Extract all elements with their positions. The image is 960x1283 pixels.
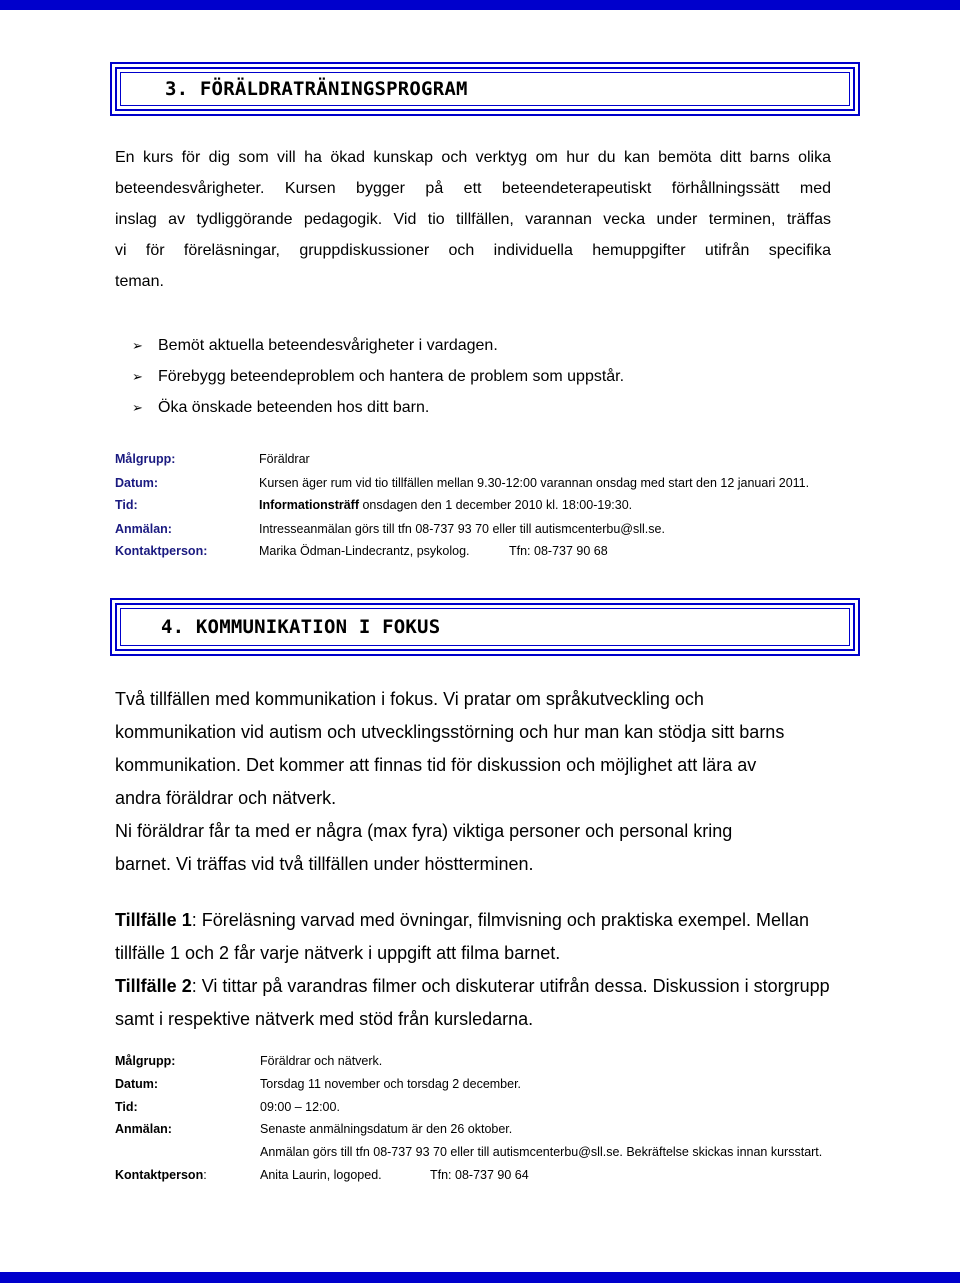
arrow-bullet-icon: ➢ <box>132 338 143 353</box>
section4-heading: 4. KOMMUNIKATION I FOKUS <box>161 616 441 638</box>
list-item: ➢ Öka önskade beteenden hos ditt barn. <box>132 392 624 423</box>
intro-line: beteendesvårigheter. Kursen bygger på ett beteendeterapeutiskt förhållningssätt med <box>115 180 831 197</box>
info-label-malgrupp: Målgrupp: <box>115 1054 176 1068</box>
info-value-anmalan: Senaste anmälningsdatum är den 26 oktober. <box>260 1122 513 1136</box>
info-label-datum: Datum: <box>115 1077 159 1091</box>
intro-line: En kurs för dig som vill ha ökad kunskap och verktyg om hur du kan bemöta ditt barns olika <box>115 149 831 166</box>
section4-sessions <box>115 904 830 1036</box>
bottom-border-bar <box>0 1272 960 1283</box>
intro-line: inslag av tydliggörande pedagogik. Vid tio tillfällen, varannan vecka under terminen, träffas <box>115 211 831 228</box>
section3-heading-box <box>110 62 860 116</box>
body-line: Ni föräldrar får ta med er några (max fyra) viktiga personer och personal kring <box>115 821 733 841</box>
info-value-tid: Informationsträff onsdagen den 1 december 2010 kl. 18:00-19:30. <box>259 498 633 512</box>
session-1: Tillfälle 1: Föreläsning varvad med övningar, filmvisning och praktiska exempel. Mellan <box>115 910 809 930</box>
info-label-anmalan: Anmälan: <box>115 1122 172 1136</box>
body-line: Två tillfällen med kommunikation i fokus. Vi pratar om språkutveckling och <box>115 689 704 709</box>
info-value-anmalan: Intresseanmälan görs till tfn 08-737 93 70 eller till autismcenterbu@sll.se. <box>259 522 665 536</box>
info-value-malgrupp: Föräldrar <box>259 452 310 466</box>
body-line: kommunikation vid autism och utvecklingsstörning och hur man kan stödja sitt barns <box>115 722 785 742</box>
info-label-malgrupp: Målgrupp: <box>115 452 176 466</box>
info-label-tid: Tid: <box>115 1100 138 1114</box>
session-1-line2: tillfälle 1 och 2 får varje nätverk i uppgift att filma barnet. <box>115 943 561 963</box>
info-label-kontakt: Kontaktperson: <box>115 544 208 558</box>
top-border-bar <box>0 0 960 10</box>
intro-line: teman. <box>115 273 164 290</box>
body-line: andra föräldrar och nätverk. <box>115 788 337 808</box>
info-label-tid: Tid: <box>115 498 138 512</box>
section3-bullet-list <box>132 330 624 423</box>
section3-intro <box>115 142 831 297</box>
body-line: kommunikation. Det kommer att finnas tid för diskussion och möjlighet att lära av <box>115 755 757 775</box>
info-value-kontakt: Marika Ödman-Lindecrantz, psykolog. <box>259 544 470 558</box>
info-label-anmalan: Anmälan: <box>115 522 172 536</box>
section4-body <box>115 683 784 881</box>
body-line: barnet. Vi träffas vid två tillfällen under höstterminen. <box>115 854 534 874</box>
intro-line: vi för föreläsningar, gruppdiskussioner och individuella hemuppgifter utifrån specifika <box>115 242 831 259</box>
info-label-datum: Datum: <box>115 476 159 490</box>
session-2-line2: samt i respektive nätverk med stöd från kursledarna. <box>115 1009 534 1029</box>
section4-heading-box <box>110 598 860 656</box>
info-value-kontakt-phone: Tfn: 08-737 90 64 <box>430 1168 529 1182</box>
info-value-datum: Kursen äger rum vid tio tillfällen mellan 9.30-12:00 varannan onsdag med start den 12 januari 2011. <box>259 476 810 490</box>
arrow-bullet-icon: ➢ <box>132 369 143 384</box>
info-value-anmalan-2: Anmälan görs till tfn 08-737 93 70 eller till autismcenterbu@sll.se. Bekräftelse skickas innan kursstart. <box>260 1145 823 1159</box>
info-value-tid: 09:00 – 12:00. <box>260 1100 340 1114</box>
info-value-malgrupp: Föräldrar och nätverk. <box>260 1054 383 1068</box>
arrow-bullet-icon: ➢ <box>132 400 143 415</box>
info-value-kontakt: Anita Laurin, logoped. <box>260 1168 382 1182</box>
section3-heading: 3. FÖRÄLDRATRÄNINGSPROGRAM <box>165 78 468 100</box>
list-item: ➢ Förebygg beteendeproblem och hantera de problem som uppstår. <box>132 361 624 392</box>
info-label-kontakt: Kontaktperson: <box>115 1168 207 1182</box>
info-value-datum: Torsdag 11 november och torsdag 2 december. <box>260 1077 522 1091</box>
session-2: Tillfälle 2: Vi tittar på varandras filmer och diskuterar utifrån dessa. Diskussion i storgrupp <box>115 976 830 996</box>
info-value-kontakt-phone: Tfn: 08-737 90 68 <box>509 544 608 558</box>
list-item: ➢ Bemöt aktuella beteendesvårigheter i vardagen. <box>132 330 624 361</box>
